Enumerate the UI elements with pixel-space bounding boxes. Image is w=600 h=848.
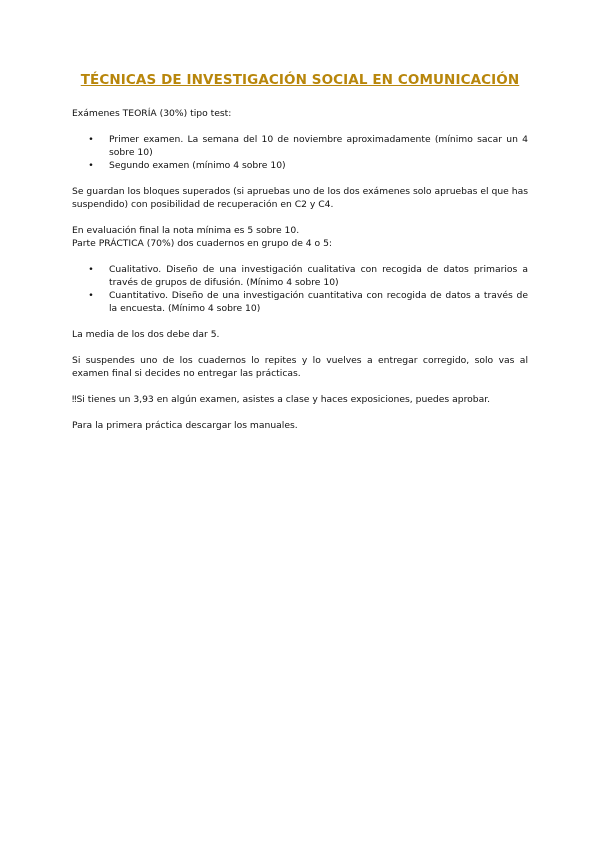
list-item-text: Cualitativo. Diseño de una investigación cualitativa con recogida de datos primarios a través de grupos de difusión. (Mínimo 4 sobre 10) <box>109 264 528 288</box>
bullet-icon: • <box>88 160 94 171</box>
bullet-icon: • <box>88 290 94 301</box>
list-item-text: Primer examen. La semana del 10 de noviembre aproximadamente (mínimo sacar un 4 sobre 10) <box>109 134 528 158</box>
bullet-icon: • <box>88 264 94 275</box>
document-body <box>72 107 528 432</box>
document-title: TÉCNICAS DE INVESTIGACIÓN SOCIAL EN COMUNICACIÓN <box>80 72 520 88</box>
bullet-icon: • <box>88 134 94 145</box>
fail-note-paragraph: Si suspendes uno de los cuadernos lo repites y lo vuelves a entregar corregido, solo vas al examen final si decides no entregar las prácticas. <box>72 355 528 379</box>
average-note: La media de los dos debe dar 5. <box>72 329 220 340</box>
pass-note-paragraph: ‼Si tienes un 3,93 en algún examen, asistes a clase y haces exposiciones, puedes aprobar. <box>72 394 491 405</box>
list-item-text: Segundo examen (mínimo 4 sobre 10) <box>109 160 286 171</box>
final-evaluation-line: En evaluación final la nota mínima es 5 sobre 10. <box>72 225 300 236</box>
manuals-note: Para la primera práctica descargar los manuales. <box>72 420 298 431</box>
list-item <box>72 289 528 315</box>
theory-exam-list <box>72 133 528 172</box>
theory-intro: Exámenes TEORÍA (30%) tipo test: <box>72 108 232 119</box>
list-item <box>72 133 528 159</box>
list-item-text: Cuantitativo. Diseño de una investigación cuantitativa con recogida de datos a través de la encuesta. (Mínimo 4 sobre 10) <box>109 290 528 314</box>
list-item <box>72 159 528 172</box>
practice-intro: Parte PRÁCTICA (70%) dos cuadernos en grupo de 4 o 5: <box>72 238 333 249</box>
list-item <box>72 263 528 289</box>
saved-blocks-paragraph: Se guardan los bloques superados (si apruebas uno de los dos exámenes solo apruebas el que has suspendido) con posibilidad de recuperación en C2 y C4. <box>72 186 528 210</box>
practice-notebook-list <box>72 263 528 315</box>
